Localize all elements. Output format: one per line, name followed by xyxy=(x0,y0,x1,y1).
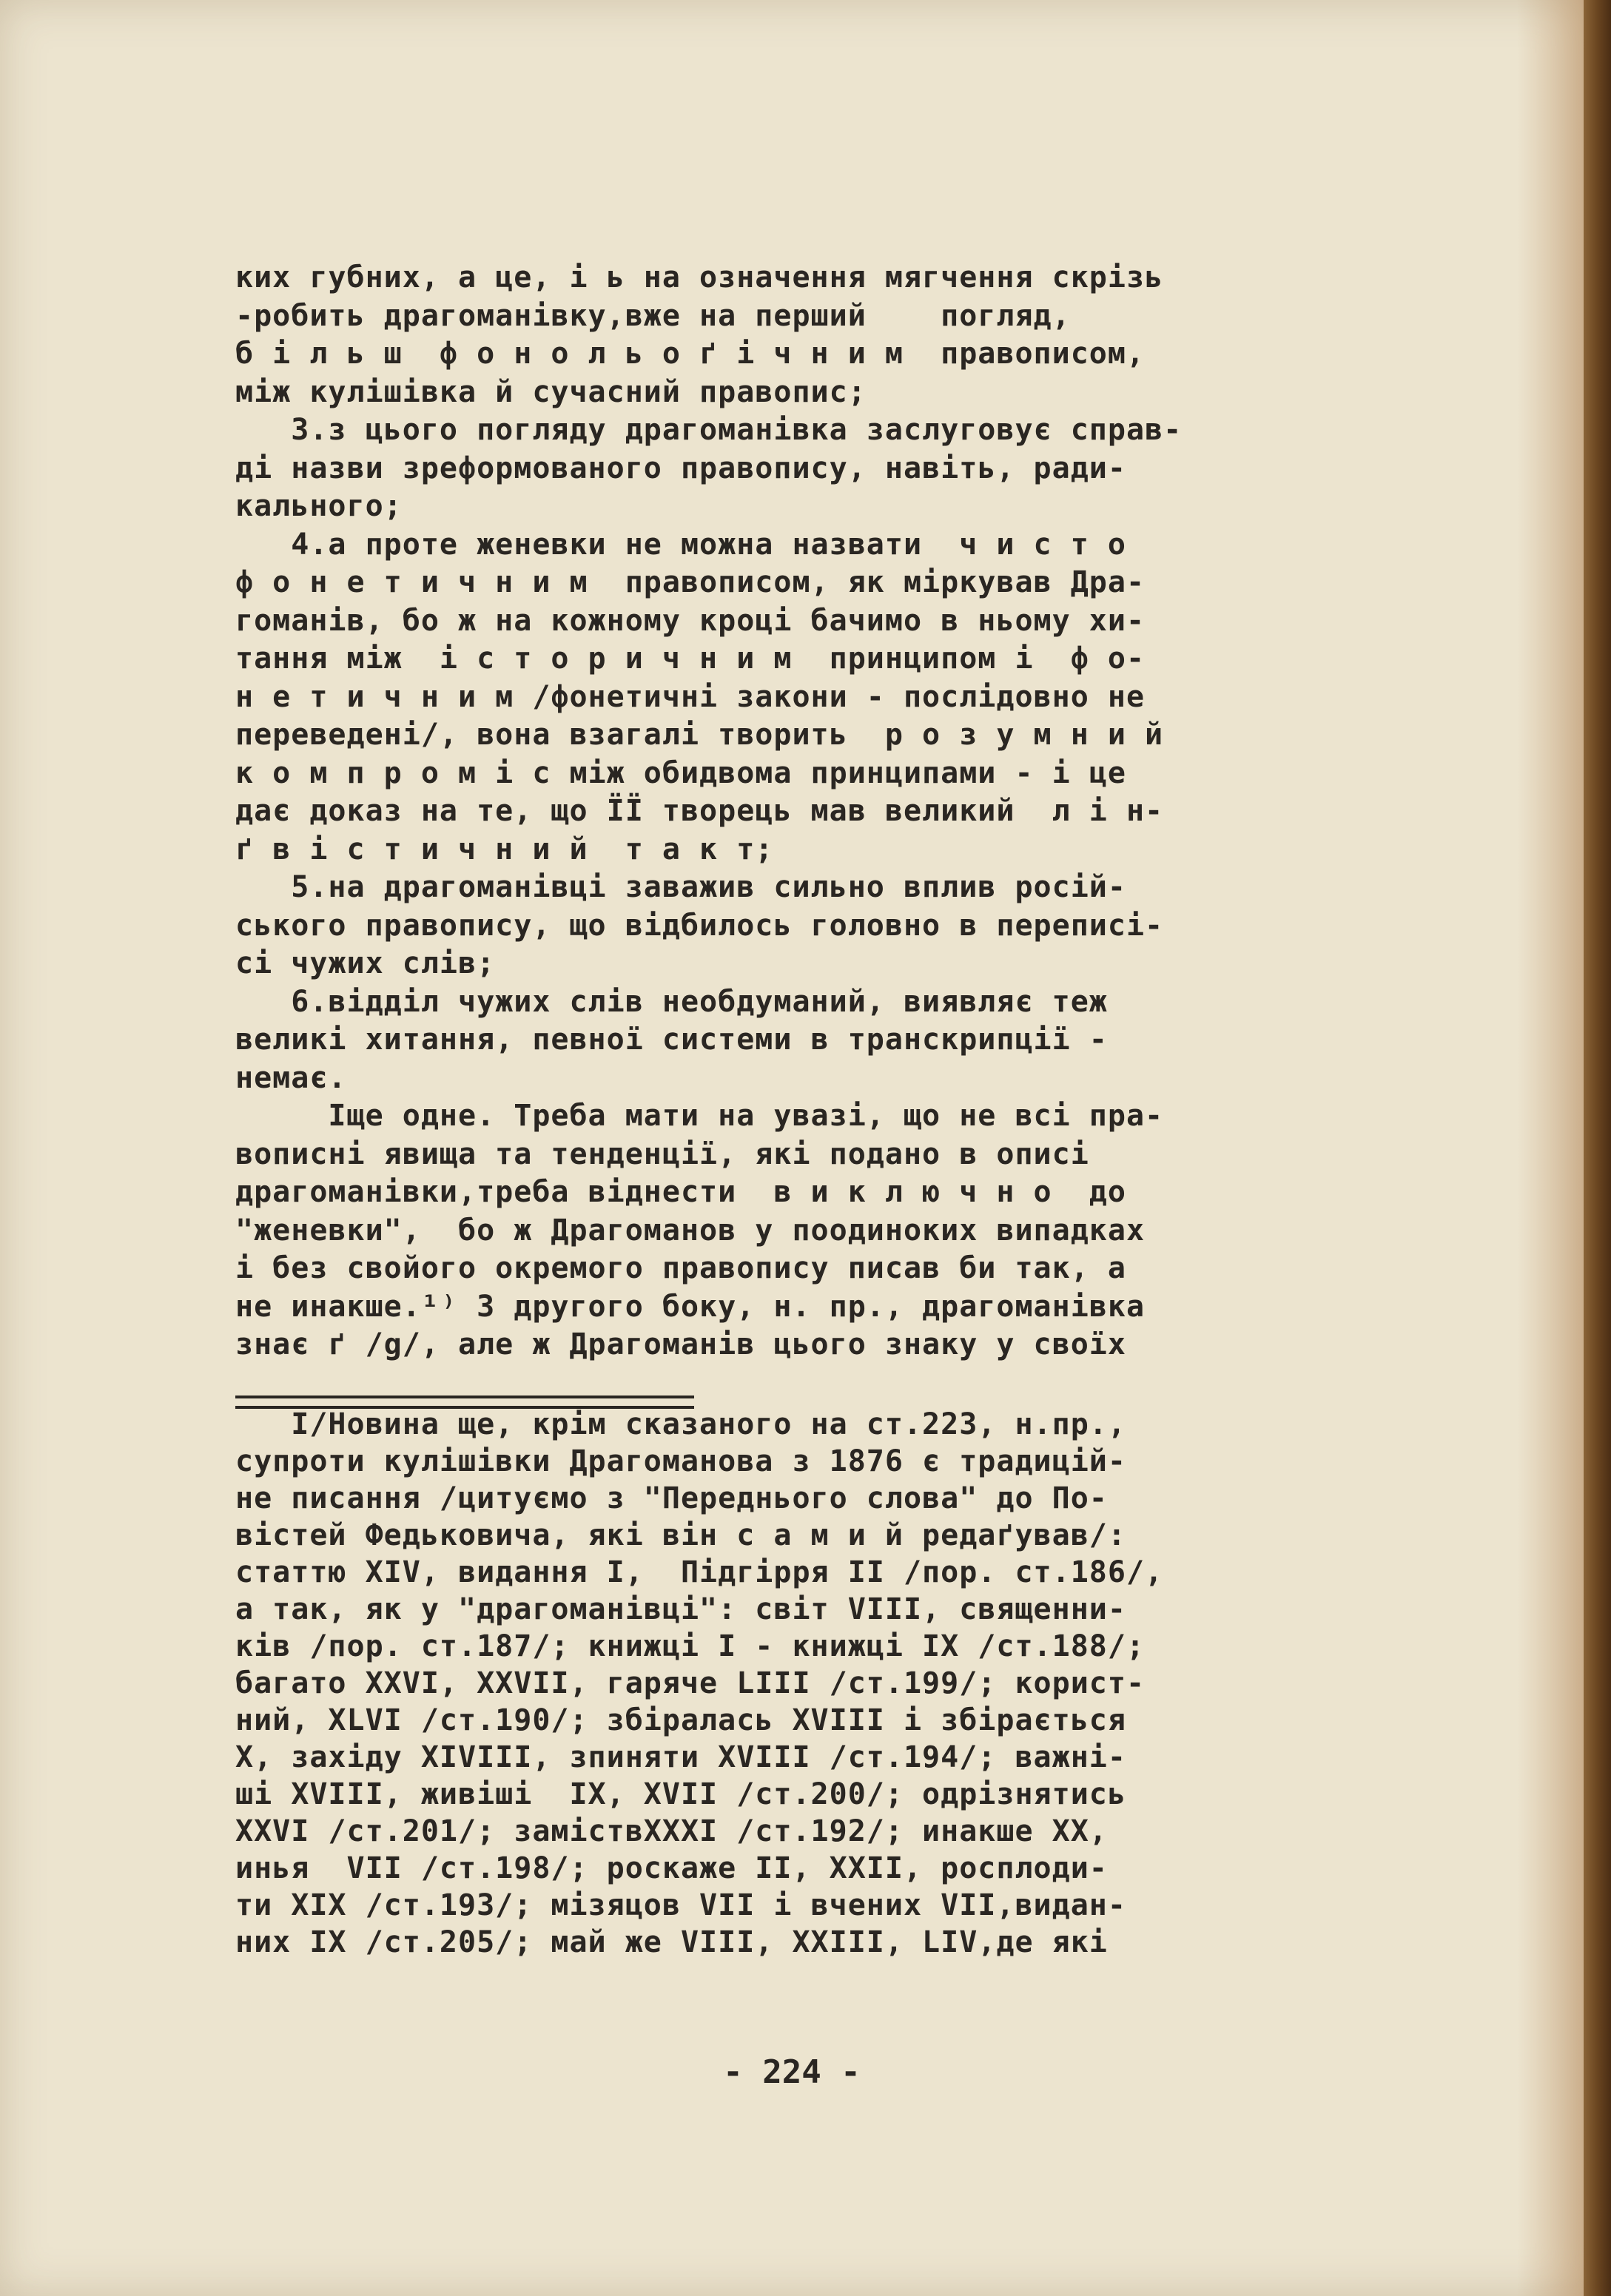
footnote xyxy=(235,1406,1445,1961)
footnote-line: X, західу XIVIII, зпиняти XVIII /ст.194/; важні- xyxy=(235,1740,1126,1774)
footnote-line: багато XXVI, XXVII, гаряче LIII /ст.199/; корист- xyxy=(235,1666,1146,1700)
page-number: - 224 - xyxy=(723,2053,861,2091)
text-line: драгоманівки,треба віднести в и к л ю ч н о до xyxy=(235,1175,1126,1209)
text-line: між кулішівка й сучасний правопис; xyxy=(235,374,867,409)
text-line: -робить драгоманівку,вже на перший погляд, xyxy=(235,298,1071,333)
text-line: ді назви зреформованого правопису, навіть, ради- xyxy=(235,451,1126,485)
text-line: 4.а проте женевки не можна назвати ч и с т о xyxy=(235,527,1126,562)
footnote-line: не писання /цитуємо з "Переднього слова" до По- xyxy=(235,1481,1108,1515)
footnote-line: них IX /ст.205/; май же VIII, XXIII, LIV,де які xyxy=(235,1925,1108,1959)
footnote-line: а так, як у "драгоманівці": світ VIII, священни- xyxy=(235,1592,1126,1626)
text-line: немає. xyxy=(235,1060,347,1095)
text-line: ф о н е т и ч н и м правописом, як міркував Дра- xyxy=(235,565,1146,599)
footnote-line: ти XIX /ст.193/; мізяцов VII і вчених VII,видан- xyxy=(235,1888,1126,1922)
page-stain xyxy=(1517,0,1584,2296)
text-line: вописні явища та тенденції, які подано в описі xyxy=(235,1137,1089,1171)
text-line: не инакше.¹⁾ З другого боку, н. пр., драгоманівка xyxy=(235,1289,1146,1324)
text-line: кального; xyxy=(235,489,403,523)
footnote-line: супроти кулішівки Драгоманова з 1876 є традицій- xyxy=(235,1444,1126,1478)
text-line: сі чужих слів; xyxy=(235,946,496,980)
text-line: дає доказ на те, що ЇЇ творець мав великий л і н- xyxy=(235,794,1164,828)
footnote-line: вістей Федьковича, які він с а м и й редаґував/: xyxy=(235,1518,1126,1552)
footnote-line: ші XVIII, живіші IX, XVII /ст.200/; одрізнятись xyxy=(235,1777,1126,1811)
text-line: к о м п р о м і с між обидвома принципами - і це xyxy=(235,755,1126,790)
text-line: великі хитання, певної системи в транскрипції - xyxy=(235,1023,1108,1057)
text-line: ких губних, а це, і ь на означення мягчення скрізь xyxy=(235,260,1164,294)
footnote-line: инья VII /ст.198/; роскаже II, XXII, росплоди- xyxy=(235,1851,1108,1885)
book-spine-edge xyxy=(1584,0,1611,2296)
footnote-line: ний, XLVI /ст.190/; збіралась XVIII і збірається xyxy=(235,1703,1126,1737)
text-line: "женевки", бо ж Драгоманов у поодиноких випадках xyxy=(235,1213,1146,1248)
footnote-line: І/Новина ще, крім сказаного на ст.223, н.пр., xyxy=(235,1407,1126,1441)
text-line: і без свойого окремого правопису писав би так, а xyxy=(235,1251,1126,1285)
text-line: ґ в і с т и ч н и й т а к т; xyxy=(235,832,774,866)
text-line: 6.відділ чужих слів необдуманий, виявляє теж xyxy=(235,984,1108,1019)
text-line: гоманів, бо ж на кожному кроці бачимо в ньому хи- xyxy=(235,603,1146,638)
text-line: 3.з цього погляду драгоманівка заслуговує справ- xyxy=(235,413,1183,447)
text-line: Іще одне. Треба мати на увазі, що не всі пра- xyxy=(235,1099,1164,1133)
footnote-line: статтю XIV, видання I, Підгірря II /пор. ст.186/, xyxy=(235,1555,1164,1589)
text-line: 5.на драгоманівці заважив сильно вплив росій- xyxy=(235,870,1126,904)
text-line: б і л ь ш ф о н о л ь о ґ і ч н и м правописом, xyxy=(235,337,1146,371)
footnote-line: ків /пор. ст.187/; книжці I - книжці IX /ст.188/; xyxy=(235,1629,1146,1663)
text-line: переведені/, вона взагалі творить р о з у м н и й xyxy=(235,718,1164,752)
text-line: ського правопису, що відбилось головно в переписі- xyxy=(235,908,1164,943)
main-text xyxy=(235,259,1445,1364)
text-line: знає ґ /g/, але ж Драгоманів цього знаку у своїх xyxy=(235,1327,1126,1361)
text-line: тання між і с т о р и ч н и м принципом і ф о- xyxy=(235,642,1146,676)
footnote-line: XXVI /ст.201/; заміствXXXI /ст.192/; инакше XX, xyxy=(235,1814,1108,1848)
text-line: н е т и ч н и м /фонетичні закони - послідовно не xyxy=(235,679,1146,714)
